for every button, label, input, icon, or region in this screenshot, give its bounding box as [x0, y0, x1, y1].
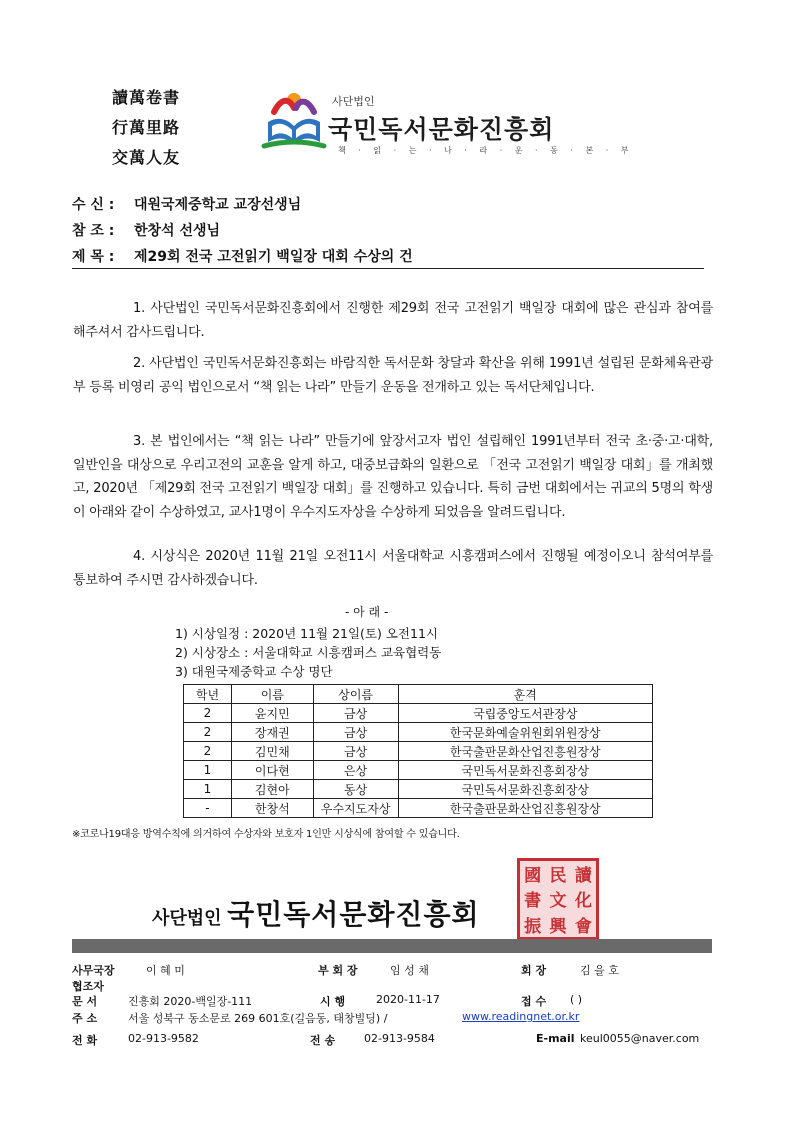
- seal-char: 讀: [574, 866, 592, 887]
- motto-line-3: 交萬人友: [112, 148, 181, 167]
- reference-value: 한창석 선생님: [134, 223, 221, 239]
- header-honor: 훈격: [398, 685, 652, 704]
- table-row: [184, 761, 653, 780]
- table-row: [184, 799, 653, 818]
- motto-line-2: 行萬里路: [112, 118, 181, 137]
- cell-grade: 1: [184, 780, 232, 799]
- seal-char: 振: [524, 916, 542, 937]
- cell-award: 금상: [313, 704, 398, 723]
- header-name: 이름: [231, 685, 313, 704]
- logo-main-text: 국민독서문화진흥회: [328, 115, 555, 144]
- official-seal: [517, 858, 599, 940]
- fax-label: 전 송: [310, 1034, 336, 1047]
- execution-label: 시 행: [320, 995, 346, 1008]
- cell-award: 동상: [313, 780, 398, 799]
- logo-book-icon: [260, 86, 332, 158]
- address-value: 서울 성북구 동소문로 269 601호(길음동, 태창빌딩) /: [128, 1012, 388, 1025]
- cell-honor: 국립중앙도서관장상: [398, 704, 652, 723]
- paragraph-1-text: 1. 사단법인 국민독서문화진흥회에서 진행한 제29회 전국 고전읽기 백일장 대회에 많은 관심과 참여를 해주셔서 감사드립니다.: [73, 301, 713, 340]
- receipt-value: ( ): [570, 993, 583, 1006]
- president-label: 회 장: [521, 964, 547, 977]
- paragraph-3: [73, 430, 713, 524]
- subject-value: 제29회 전국 고전읽기 백일장 대회 수상의 건: [134, 249, 413, 265]
- cell-name: 이다현: [231, 761, 313, 780]
- footer-bar: [72, 939, 712, 953]
- seal-char: 興: [549, 916, 567, 937]
- signature-name: 국민독서문화진흥회: [227, 898, 480, 931]
- email-value[interactable]: keul0055@naver.com: [580, 1032, 700, 1045]
- vice-president-label: 부 회 장: [318, 964, 358, 977]
- header-reference: [72, 220, 220, 240]
- paragraph-4: [73, 545, 713, 592]
- item-schedule: 1) 시상일정 : 2020년 11월 21일(토) 오전11시: [175, 626, 438, 641]
- cell-award: 우수지도자상: [313, 799, 398, 818]
- header-grade: 학년: [184, 685, 232, 704]
- recipient-value: 대원국제중학교 교장선생님: [134, 197, 302, 213]
- telephone-value: 02-913-9582: [128, 1032, 199, 1045]
- seal-char: 國: [524, 866, 542, 887]
- website-link[interactable]: www.readingnet.or.kr: [462, 1010, 580, 1023]
- table-row: [184, 704, 653, 723]
- notice-heading: - 아 래 -: [345, 605, 389, 619]
- cell-name: 김민채: [231, 742, 313, 761]
- cell-grade: 1: [184, 761, 232, 780]
- cell-name: 한창석: [231, 799, 313, 818]
- cell-award: 금상: [313, 742, 398, 761]
- seal-char: 書: [524, 891, 542, 912]
- award-table: [183, 684, 653, 818]
- secretary-value: 이 혜 미: [146, 964, 185, 977]
- reference-label: 참 조 :: [72, 223, 115, 239]
- seal-char: 會: [574, 916, 592, 937]
- cell-grade: 2: [184, 704, 232, 723]
- seal-char: 文: [549, 891, 567, 912]
- signature: [152, 893, 480, 933]
- paragraph-1: [73, 297, 713, 344]
- document-label: 문 서: [72, 995, 98, 1008]
- logo-small-text: 사단법인: [332, 95, 375, 108]
- cell-honor: 국민독서문화진흥회장상: [398, 761, 652, 780]
- table-row: [184, 780, 653, 799]
- cell-name: 김현아: [231, 780, 313, 799]
- item-venue: 2) 시상장소 : 서울대학교 시흥캠퍼스 교육협력동: [175, 645, 442, 660]
- cell-honor: 국민독서문화진흥회장상: [398, 780, 652, 799]
- header-divider: [72, 268, 704, 269]
- receipt-label: 접 수: [521, 995, 547, 1008]
- motto-line-1: 讀萬卷書: [112, 88, 181, 107]
- cell-name: 장재권: [231, 723, 313, 742]
- header-recipient: [72, 194, 301, 214]
- cell-name: 윤지민: [231, 704, 313, 723]
- paragraph-2-text: 2. 사단법인 국민독서문화진흥회는 바람직한 독서문화 창달과 확산을 위해 1991년 설립된 문화체육관광부 등록 비영리 공익 법인으로서 “책 읽는 나라” 만들기 운동을 전개하고 있는 독서단체입니다.: [73, 356, 713, 395]
- cell-award: 금상: [313, 723, 398, 742]
- email-label: E-mail: [536, 1032, 575, 1045]
- table-row: [184, 723, 653, 742]
- vice-president-value: 임 성 채: [390, 964, 429, 977]
- document-value: 진흥회 2020-백일장-111: [128, 995, 253, 1008]
- president-value: 김 을 호: [580, 964, 619, 977]
- table-header-row: [184, 685, 653, 704]
- seal-char: 化: [574, 891, 592, 912]
- fax-value: 02-913-9584: [364, 1032, 435, 1045]
- cell-grade: -: [184, 799, 232, 818]
- item-awardee-list: 3) 대원국제중학교 수상 명단: [175, 664, 333, 679]
- cell-award: 은상: [313, 761, 398, 780]
- execution-value: 2020-11-17: [376, 993, 440, 1006]
- address-label: 주 소: [72, 1012, 98, 1025]
- recipient-label: 수 신 :: [72, 197, 115, 213]
- cell-grade: 2: [184, 723, 232, 742]
- seal-char: 民: [549, 866, 567, 887]
- paragraph-3-text: 3. 본 법인에서는 “책 읽는 나라” 만들기에 앞장서고자 법인 설립해인 1991년부터 전국 초·중·고·대학, 일반인을 대상으로 우리고전의 교훈을 알게 하고, 대중보급화의 일환으로 「전국 고전읽기 백일장 대회」를 개최했고, 2020년 「제29회 전국 고전읽기 백일장 대회」를 진행하고 있습니다. 특히 금번 대회에서는 귀교의 5명의 학생이 아래와 같이 수상하였고, 교사1명이 우수지도자상을 수상하게 되었음을 알려드립니다.: [73, 434, 713, 520]
- covid-notice: ※코로나19대응 방역수칙에 의거하여 수상자와 보호자 1인만 시상식에 참여할 수 있습니다.: [72, 829, 460, 840]
- header-subject: [72, 246, 413, 266]
- table-row: [184, 742, 653, 761]
- paragraph-4-text: 4. 시상식은 2020년 11월 21일 오전11시 서울대학교 시흥캠퍼스에서 진행될 예정이오니 참석여부를 통보하여 주시면 감사하겠습니다.: [73, 549, 713, 588]
- logo-tagline: 책 · 읽 · 는 · 나 · 라 · 운 · 동 · 본 · 부: [338, 146, 634, 155]
- cell-honor: 한국출판문화산업진흥원장상: [398, 799, 652, 818]
- signature-prefix: 사단법인: [152, 908, 222, 929]
- paragraph-2: [73, 352, 713, 399]
- cell-honor: 한국출판문화산업진흥원장상: [398, 742, 652, 761]
- cooperator-label: 협조자: [72, 980, 104, 993]
- subject-label: 제 목 :: [72, 249, 115, 265]
- telephone-label: 전 화: [72, 1034, 98, 1047]
- cell-honor: 한국문화예술위원회위원장상: [398, 723, 652, 742]
- secretary-label: 사무국장: [72, 964, 115, 977]
- cell-grade: 2: [184, 742, 232, 761]
- header-award: 상이름: [313, 685, 398, 704]
